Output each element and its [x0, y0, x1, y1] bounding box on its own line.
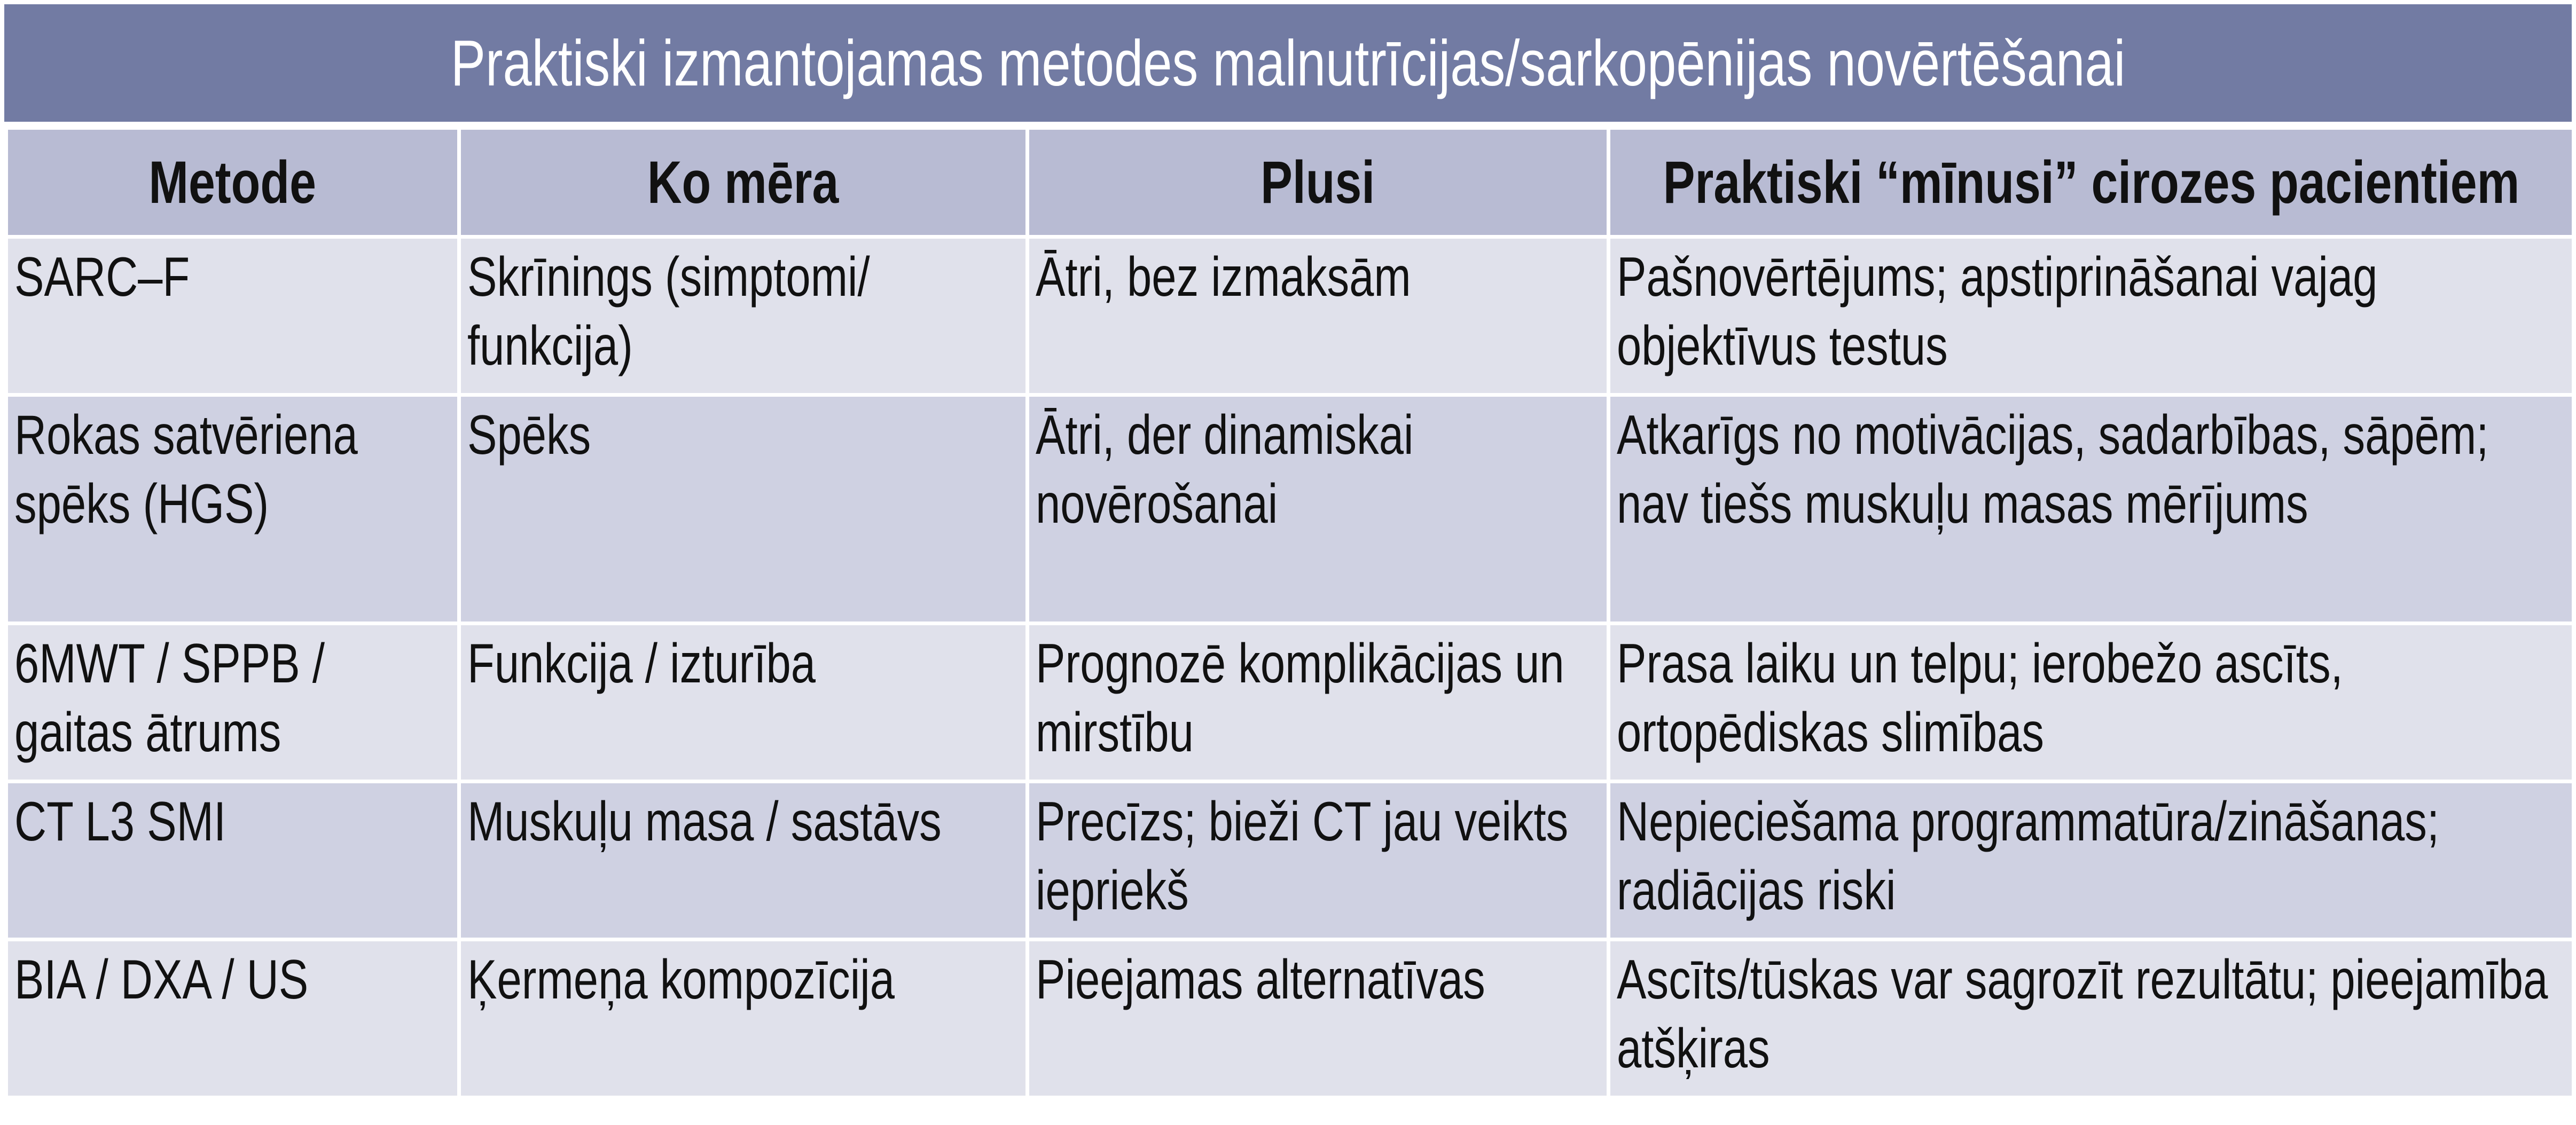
table-cell: Skrīnings (simptomi/ funkcija) — [459, 237, 1028, 395]
table-row — [6, 624, 2574, 782]
table-row — [6, 395, 2574, 624]
table-cell: Ķermeņa kompozīcija — [459, 940, 1028, 1098]
table-cell: Rokas satvēriena spēks (HGS) — [6, 395, 459, 624]
table-cell: 6MWT / SPPB / gaitas ātrums — [6, 624, 459, 782]
header-cell: Praktiski “mīnusi” cirozes pacientiem — [1609, 128, 2574, 237]
table-row — [6, 782, 2574, 940]
table-cell: Precīzs; bieži CT jau veikts iepriekš — [1028, 782, 1609, 940]
header-cell: Ko mēra — [459, 128, 1028, 237]
header-cell: Metode — [6, 128, 459, 237]
table-row — [6, 237, 2574, 395]
table-cell: Funkcija / izturība — [459, 624, 1028, 782]
table-header-row — [6, 128, 2574, 237]
table-cell: Pašnovērtējums; apstiprināšanai vajag objektīvus testus — [1609, 237, 2574, 395]
table-cell: Spēks — [459, 395, 1028, 624]
table-cell: Muskuļu masa / sastāvs — [459, 782, 1028, 940]
table-cell: Ātri, bez izmaksām — [1028, 237, 1609, 395]
table-cell: Pieejamas alternatīvas — [1028, 940, 1609, 1098]
table-row — [6, 940, 2574, 1098]
table-cell: Nepieciešama programmatūra/zināšanas; radiācijas riski — [1609, 782, 2574, 940]
methods-table — [4, 126, 2575, 1099]
table-cell: Prasa laiku un telpu; ierobežo ascīts, ortopēdiskas slimības — [1609, 624, 2574, 782]
title-bar — [4, 4, 2572, 122]
table-cell: CT L3 SMI — [6, 782, 459, 940]
header-cell: Plusi — [1028, 128, 1609, 237]
table-cell: SARC–F — [6, 237, 459, 395]
slide-title: Praktiski izmantojamas metodes malnutrīcijas/sarkopēnijas novērtēšanai — [450, 27, 2126, 99]
table-cell: Ātri, der dinamiskai novērošanai — [1028, 395, 1609, 624]
table-cell: Ascīts/tūskas var sagrozīt rezultātu; pieejamība atšķiras — [1609, 940, 2574, 1098]
table-cell: Atkarīgs no motivācijas, sadarbības, sāpēm; nav tiešs muskuļu masas mērījums — [1609, 395, 2574, 624]
table-cell: BIA / DXA / US — [6, 940, 459, 1098]
table-cell: Prognozē komplikācijas un mirstību — [1028, 624, 1609, 782]
